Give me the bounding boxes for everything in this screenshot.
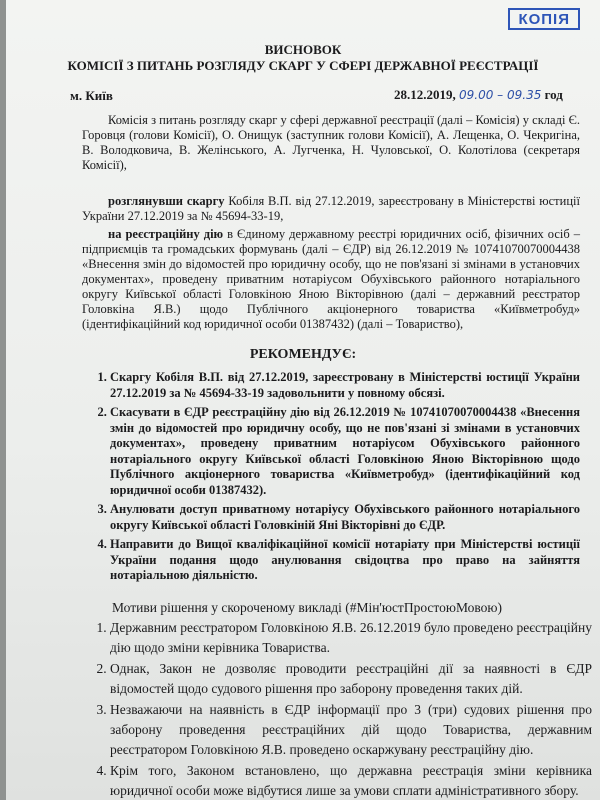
recommends-heading: РЕКОМЕНДУЄ: [249, 347, 357, 362]
copy-stamp: КОПІЯ [508, 8, 580, 30]
motive-item: 1. Державним реєстратором Головкіною Я.В. 26.12.2019 було проведено реєстраційну дію щодо зміни керівника Товариства. [110, 618, 592, 658]
recommendation-item: 3. Анулювати доступ приватному нотаріусу Обухівського районного нотаріального округу Київської області Головкіній Яні Вікторівні до ЄДР. [110, 502, 580, 533]
recommendations-list [82, 370, 580, 588]
document-title: ВИСНОВОК [264, 42, 342, 57]
recommendation-item: 2. Скасувати в ЄДР реєстраційну дію від 26.12.2019 № 10741070070004438 «Внесення змін до відомостей про юридичну особу, що не пов'язані зі змінами в установчих документах», проведену приватним нотаріусом Обухівського районного нотаріального округу Київської області Головкіною Яною Вікторівною щодо Публічного акціонерного товариства «Київметробуд» (ідентифікаційний код юридичної особи 01387432). [110, 405, 580, 498]
document-subtitle: КОМІСІЇ З ПИТАНЬ РОЗГЛЯДУ СКАРГ У СФЕРІ ДЕРЖАВНОЇ РЕЄСТРАЦІЇ [67, 58, 539, 73]
date-value: 28.12.2019, [394, 87, 456, 102]
motive-item: 3. Незважаючи на наявність в ЄДР інформації про 3 (три) судових рішення про заборону проведення реєстраційних дій щодо Товариства, державним реєстратором Головкіною Я.В. проведено оскаржувану реєстраційну дію. [110, 700, 592, 760]
commission-paragraph: Комісія з питань розгляду скарг у сфері державної реєстрації (далі – Комісія) у складі Є. Горовця (голови Комісії), О. Онищук (заступник голови Комісії), А. Лещенка, О. Чекригіна, В. Володковича, В. Желінського, А. Лугченка, Н. Чуловської, О. Колотілова (секретаря Комісії), [82, 113, 580, 172]
complaint-label: розглянувши скаргу [108, 194, 225, 208]
handwritten-time: 09.00 – 09.35 [459, 88, 542, 102]
document-page [6, 0, 600, 800]
complaint-paragraph [82, 194, 580, 224]
date-line [394, 87, 563, 103]
motive-item: 4. Крім того, Законом встановлено, що державна реєстрація зміни керівника юридичної особи може відбутися лише за умови сплати адміністративного збору. [110, 761, 592, 800]
complaint-text: Кобіля В.П. від 27.12.2019, зареєстровану в Міністерстві юстиції України 27.12.2019 за № 45694-33-19, [82, 194, 580, 223]
recommendation-item: 1. Скаргу Кобіля В.П. від 27.12.2019, зареєстровану в Міністерстві юстиції України 27.12.2019 за № 45694-33-19 задовольнити у повному обсязі. [110, 370, 580, 401]
time-unit: год [544, 87, 563, 102]
action-label: на реєстраційну дію [108, 227, 224, 241]
motives-list [82, 618, 592, 800]
place: м. Київ [70, 88, 113, 103]
action-paragraph [82, 227, 580, 332]
recommendation-item: 4. Направити до Вищої кваліфікаційної комісії нотаріату при Міністерстві юстиції України подання щодо анулювання свідоцтва про право на зайняття нотаріальною діяльністю. [110, 537, 580, 584]
action-text: в Єдиному державному реєстрі юридичних осіб, фізичних осіб – підприємців та громадських формувань (далі – ЄДР) від 26.12.2019 № 10741070070004438 «Внесення змін до відомостей про юридичну особу, що не пов'язані зі змінами в установчих документах», проведену приватним нотаріусом Обухівського районного нотаріального округу Київської області Головкіною Яною Вікторівною (далі – державний реєстратор Головкіна Я.В.) щодо Публічного акціонерного товариства «Київметробуд» (ідентифікаційний код юридичної особи 01387432) (далі – Товариство), [82, 227, 580, 331]
motives-title: Мотиви рішення у скороченому викладі (#Мін'юстПростоюМовою) [112, 600, 502, 615]
motive-item: 2. Однак, Закон не дозволяє проводити реєстраційні дії за наявності в ЄДР відомостей щодо судового рішення про заборону проведення таких дій. [110, 659, 592, 699]
